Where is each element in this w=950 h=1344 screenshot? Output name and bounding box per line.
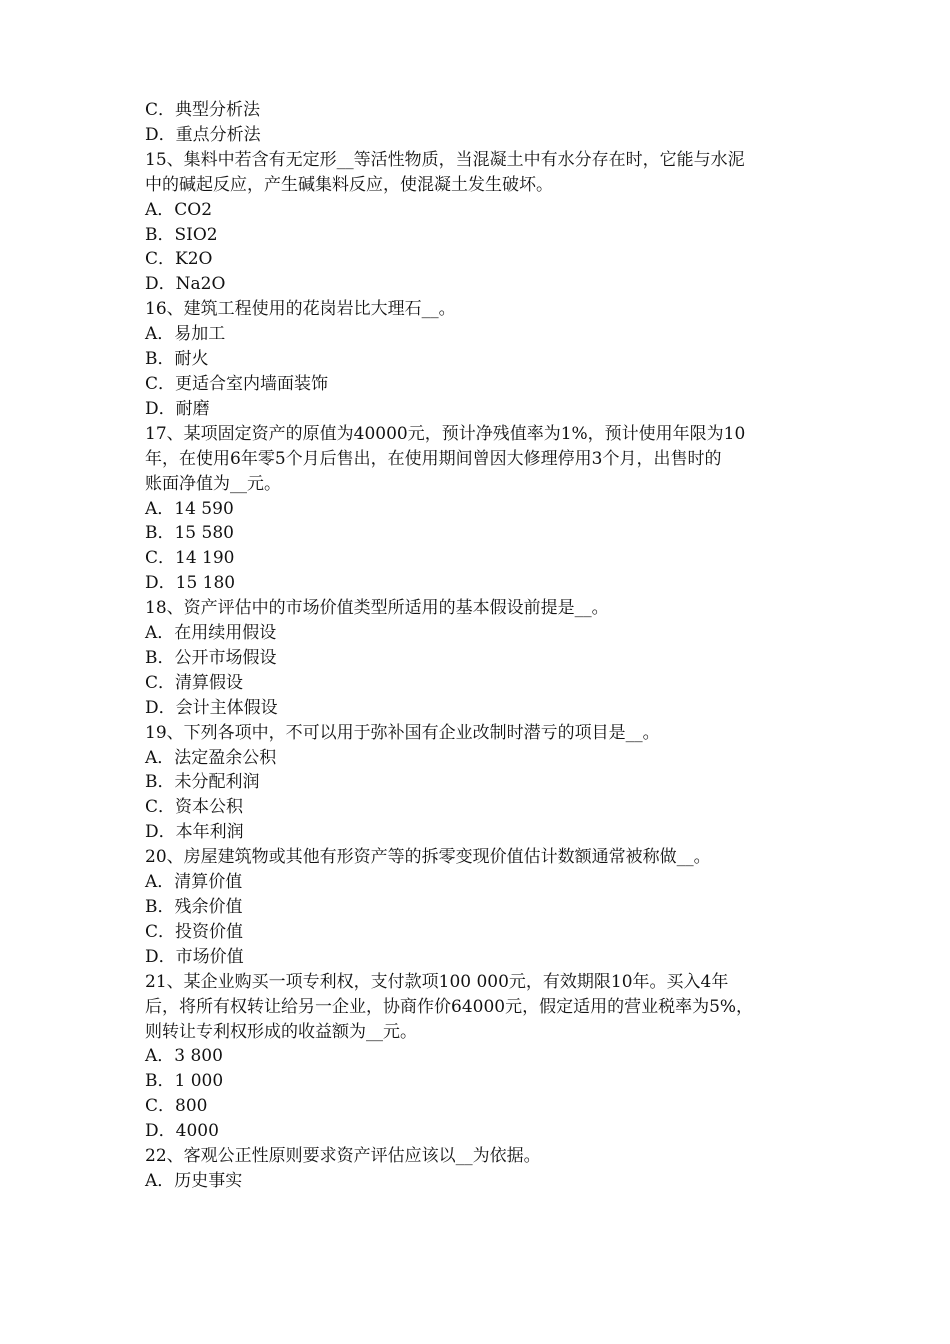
answer-option: D．4000 xyxy=(145,1121,219,1142)
answer-option: B．未分配利润 xyxy=(145,772,260,793)
answer-option: A．在用续用假设 xyxy=(145,623,277,644)
question-text-line: 账面净值为__元。 xyxy=(145,473,281,494)
answer-option: D．15 180 xyxy=(145,573,236,594)
answer-option: A．易加工 xyxy=(145,324,226,345)
answer-option: B．15 580 xyxy=(145,523,234,544)
answer-option: B．1 000 xyxy=(145,1071,224,1092)
answer-option: B．残余价值 xyxy=(145,897,243,917)
question-text-line: 年，在使用6年零5个月后售出，在使用期间曾因大修理停用3个月，出售时的 xyxy=(145,448,722,469)
answer-option: D．会计主体假设 xyxy=(145,697,278,718)
answer-option: C．资本公积 xyxy=(145,797,244,818)
answer-option: D．重点分析法 xyxy=(145,124,261,145)
question-text-line: 则转让专利权形成的收益额为__元。 xyxy=(145,1021,417,1042)
answer-option: C．K2O xyxy=(145,249,213,270)
question-text-line: 20、房屋建筑物或其他有形资产等的拆零变现价值估计数额通常被称做__。 xyxy=(145,847,711,868)
question-text-line: 19、下列各项中，不可以用于弥补国有企业改制时潜亏的项目是__。 xyxy=(145,722,660,743)
answer-option: A．CO2 xyxy=(145,199,213,220)
answer-option: D．市场价值 xyxy=(145,946,244,967)
answer-option: C．更适合室内墙面装饰 xyxy=(145,373,329,394)
answer-option: B．耐火 xyxy=(145,349,209,370)
answer-option: D．耐磨 xyxy=(145,398,210,419)
answer-option: C．800 xyxy=(145,1096,208,1117)
question-text-line: 21、某企业购买一项专利权，支付款项100 000元，有效期限10年。买入4年 xyxy=(145,971,729,992)
answer-option: C．典型分析法 xyxy=(145,100,261,120)
answer-option: B．公开市场假设 xyxy=(145,647,277,668)
question-text-line: 16、建筑工程使用的花岗岩比大理石__。 xyxy=(145,299,456,320)
question-text-line: 22、客观公正性原则要求资产评估应该以__为依据。 xyxy=(145,1146,541,1167)
document-body xyxy=(145,98,810,1194)
question-text-line: 15、集料中若含有无定形__等活性物质，当混凝土中有水分存在时，它能与水泥 xyxy=(145,149,745,170)
answer-option: A．历史事实 xyxy=(145,1170,243,1191)
answer-option: C．14 190 xyxy=(145,548,235,569)
answer-option: A．3 800 xyxy=(145,1046,223,1067)
answer-option: A．法定盈余公积 xyxy=(145,747,277,768)
answer-option: A．14 590 xyxy=(145,498,234,519)
answer-option: D．本年利润 xyxy=(145,822,244,843)
answer-option: C．投资价值 xyxy=(145,921,244,942)
question-text-line: 中的碱起反应，产生碱集料反应，使混凝土发生破坏。 xyxy=(145,174,553,195)
answer-option: D．Na2O xyxy=(145,274,226,295)
answer-option: C．清算假设 xyxy=(145,672,244,693)
answer-option: B．SIO2 xyxy=(145,224,218,245)
question-text-line: 17、某项固定资产的原值为40000元，预计净残值率为1%，预计使用年限为10 xyxy=(145,423,746,444)
question-text-line: 18、资产评估中的市场价值类型所适用的基本假设前提是__。 xyxy=(145,598,609,619)
answer-option: A．清算价值 xyxy=(145,872,243,893)
question-text-line: 后，将所有权转让给另一企业，协商作价64000元，假定适用的营业税率为5%， xyxy=(145,996,754,1017)
